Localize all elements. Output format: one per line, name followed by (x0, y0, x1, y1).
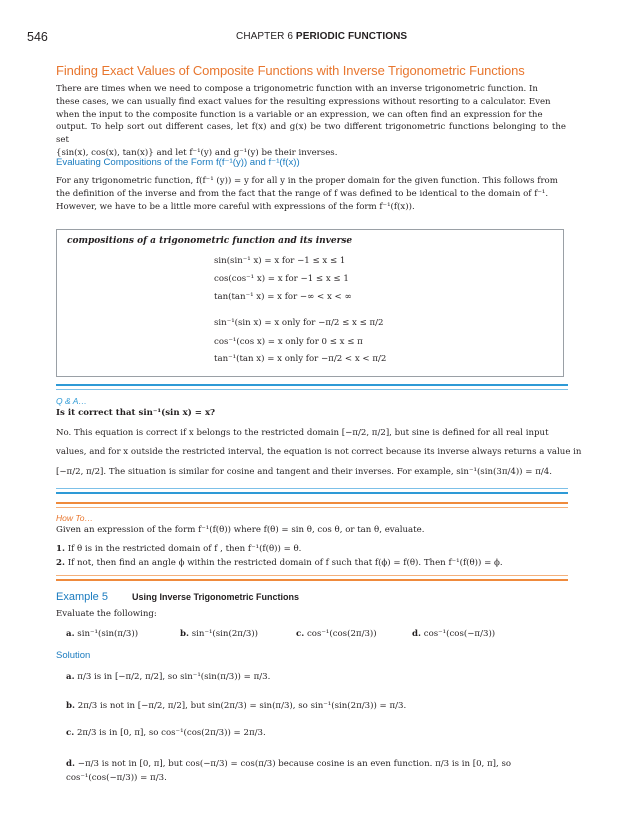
page-number: 546 (27, 30, 48, 44)
howto-top-rule-thin (56, 507, 568, 508)
definition-box-title: compositions of a trigonometric function and its inverse (67, 236, 353, 246)
qa-answer-line: [−π/2, π/2]. The situation is similar for cosine and tangent and their inverses. For example, sin⁻¹(sin(3π/4)) = π/4. (56, 467, 552, 477)
intro-line: output. To help sort out different cases, let f(x) and g(x) be two different trigonometric functions belonging to the set (56, 122, 566, 146)
qa-answer-line: values, and for x outside the restricted interval, the equation is not correct because its inverse always returns a value in (56, 447, 582, 457)
howto-step-2 (56, 558, 503, 568)
subsection-line: However, we have to be a little more careful with expressions of the form f⁻¹(f(x)). (56, 201, 415, 212)
running-header (236, 31, 407, 42)
qa-top-rule (56, 384, 568, 386)
howto-intro: Given an expression of the form f⁻¹(f(θ)) where f(θ) = sin θ, cos θ, or tan θ, evaluate. (56, 525, 425, 535)
qa-question: Is it correct that sin⁻¹(sin x) = x? (56, 408, 216, 418)
intro-line: when the input to the composite function is a variable or an expression, we can often find an expression for the (56, 109, 543, 120)
part-expression: cos⁻¹(cos(−π/3)) (423, 629, 496, 639)
intro-paragraph (56, 83, 566, 160)
example-part-d (412, 629, 495, 639)
part-letter: b. (180, 629, 190, 639)
solution-text: −π/3 is not in [0, π], but cos(−π/3) = cos(π/3) because cosine is an even function. π/3 is in [0, π], so cos⁻¹(cos(−π/3)) = π/3. (66, 759, 512, 783)
solution-c (66, 728, 266, 738)
solution-letter: a. (66, 672, 75, 682)
intro-line: There are times when we need to compose a trigonometric function with an inverse trigonometric function. In (56, 84, 538, 94)
solution-letter: b. (66, 701, 76, 711)
solution-text: π/3 is in [−π/2, π/2], so sin⁻¹(sin(π/3)) = π/3. (77, 672, 271, 682)
howto-label: How To… (56, 513, 94, 523)
equation-sin: sin(sin⁻¹ x) = x for −1 ≤ x ≤ 1 (214, 256, 346, 266)
solution-d (66, 757, 566, 785)
subsection-line: For any trigonometric function, f(f⁻¹ (y)) = y for all y in the proper domain for the given function. This follows from (56, 176, 558, 186)
howto-bottom-rule (56, 579, 568, 581)
example-prompt: Evaluate the following: (56, 609, 157, 619)
example-part-a (66, 629, 138, 639)
qa-top-rule-thin (56, 389, 568, 390)
qa-bottom-rule-thin (56, 488, 568, 489)
solution-b (66, 701, 406, 711)
example-title: Using Inverse Trigonometric Functions (132, 592, 300, 602)
example-part-c (296, 629, 377, 639)
equation-arccos: cos⁻¹(cos x) = x only for 0 ≤ x ≤ π (214, 337, 363, 347)
equation-tan: tan(tan⁻¹ x) = x for −∞ < x < ∞ (214, 292, 352, 302)
intro-line: these cases, we can usually find exact values for the resulting expressions without resorting to a calculator. Even (56, 96, 551, 107)
subsection-line: the definition of the inverse and from the fact that the range of f was defined to be identical to the domain of f⁻¹. (56, 188, 549, 199)
qa-bottom-rule (56, 492, 568, 494)
example-label: Example 5 (56, 591, 108, 603)
part-expression: sin⁻¹(sin(π/3)) (77, 629, 139, 639)
equation-cos: cos(cos⁻¹ x) = x for −1 ≤ x ≤ 1 (214, 274, 349, 284)
howto-step-text: If θ is in the restricted domain of f , then f⁻¹(f(θ)) = θ. (67, 544, 302, 554)
intro-line: {sin(x), cos(x), tan(x)} and let f⁻¹(y) and g⁻¹(y) be their inverses. (56, 147, 338, 158)
qa-answer-line: No. This equation is correct if x belongs to the restricted domain [−π/2, π/2], but sine is defined for all real input (56, 428, 549, 438)
solution-text: 2π/3 is in [0, π], so cos⁻¹(cos(2π/3)) = 2π/3. (76, 728, 266, 738)
equation-arctan: tan⁻¹(tan x) = x only for −π/2 < x < π/2 (214, 354, 387, 364)
chapter-number: CHAPTER 6 (236, 31, 294, 42)
solution-text: 2π/3 is not in [−π/2, π/2], but sin(2π/3) = sin(π/3), so sin⁻¹(sin(2π/3)) = π/3. (77, 701, 407, 711)
howto-step-text: If not, then find an angle ϕ within the restricted domain of f such that f(ϕ) = f(θ). Then f⁻¹(f(θ)) = ϕ. (67, 558, 503, 568)
qa-label: Q & A… (56, 396, 87, 406)
part-letter: a. (66, 629, 75, 639)
solution-letter: d. (66, 759, 76, 769)
section-title: Finding Exact Values of Composite Functions with Inverse Trigonometric Functions (56, 63, 525, 78)
part-letter: d. (412, 629, 422, 639)
subsection-paragraph (56, 175, 566, 213)
part-letter: c. (296, 629, 305, 639)
part-expression: cos⁻¹(cos(2π/3)) (306, 629, 377, 639)
example-part-b (180, 629, 258, 639)
howto-step-number: 2. (56, 558, 65, 568)
chapter-title: PERIODIC FUNCTIONS (295, 31, 408, 42)
definition-box (56, 229, 564, 377)
solution-label: Solution (56, 650, 91, 661)
solution-a (66, 672, 270, 682)
howto-top-rule (56, 502, 568, 504)
howto-step-1 (56, 544, 301, 554)
howto-bottom-rule-thin (56, 575, 568, 576)
subsection-title: Evaluating Compositions of the Form f(f⁻¹(y)) and f⁻¹(f(x)) (56, 157, 300, 168)
equation-arcsin: sin⁻¹(sin x) = x only for −π/2 ≤ x ≤ π/2 (214, 318, 384, 328)
howto-step-number: 1. (56, 544, 65, 554)
part-expression: sin⁻¹(sin(2π/3)) (191, 629, 259, 639)
solution-letter: c. (66, 728, 75, 738)
